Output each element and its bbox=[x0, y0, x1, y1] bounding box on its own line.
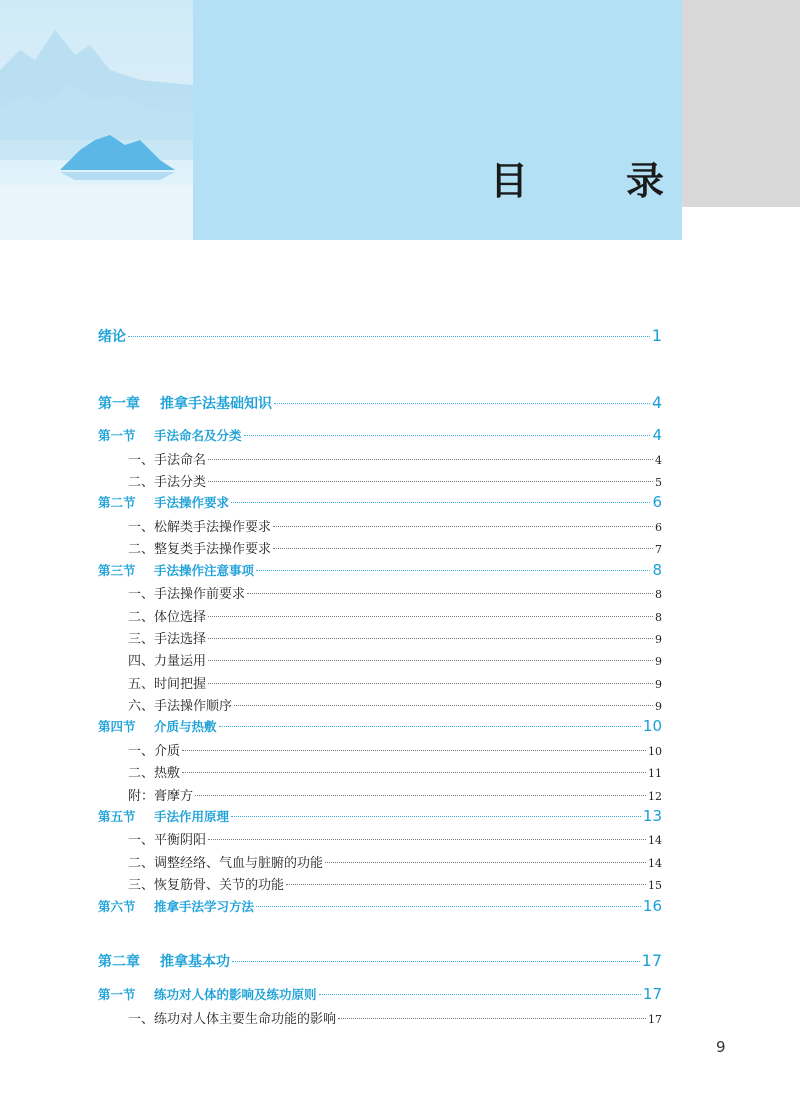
toc-page: 8 bbox=[655, 611, 662, 624]
toc-label: 二、体位选择 bbox=[128, 610, 207, 625]
toc-label: 附：膏摩方 bbox=[128, 789, 194, 804]
leader-dots bbox=[219, 726, 641, 727]
leader-dots bbox=[128, 336, 650, 337]
toc-page: 10 bbox=[642, 717, 662, 735]
toc-item[interactable] bbox=[98, 874, 662, 893]
toc-label bbox=[98, 561, 254, 579]
toc-page: 9 bbox=[655, 633, 662, 646]
leader-dots bbox=[208, 638, 653, 639]
toc-label bbox=[98, 493, 229, 511]
chapter-number: 第二章 bbox=[98, 954, 140, 970]
toc-label: 六、手法操作顺序 bbox=[128, 699, 233, 714]
toc-label bbox=[98, 807, 229, 825]
toc-label: 一、松解类手法操作要求 bbox=[128, 520, 272, 535]
leader-dots bbox=[208, 683, 653, 684]
leader-dots bbox=[195, 795, 646, 796]
toc-page: 12 bbox=[648, 790, 662, 803]
section-title: 手法命名及分类 bbox=[154, 428, 242, 443]
toc-page: 9 bbox=[655, 678, 662, 691]
toc-page: 14 bbox=[648, 834, 662, 847]
toc-page: 10 bbox=[648, 745, 662, 758]
leader-dots bbox=[319, 994, 641, 995]
toc-item[interactable] bbox=[98, 449, 662, 468]
toc-page: 8 bbox=[652, 561, 662, 579]
leader-dots bbox=[338, 1018, 646, 1019]
toc-section[interactable] bbox=[98, 807, 662, 825]
section-number: 第二节 bbox=[98, 495, 136, 510]
leader-dots bbox=[274, 403, 650, 404]
section-title: 练功对人体的影响及练功原则 bbox=[154, 987, 317, 1002]
leader-dots bbox=[182, 772, 646, 773]
section-title: 手法操作要求 bbox=[154, 495, 230, 510]
toc-page: 5 bbox=[655, 476, 662, 489]
leader-dots bbox=[273, 526, 653, 527]
toc-section[interactable] bbox=[98, 717, 662, 735]
toc-page: 14 bbox=[648, 857, 662, 870]
section-title: 推拿手法学习方法 bbox=[154, 899, 255, 914]
leader-dots bbox=[232, 961, 640, 962]
chapter-title: 推拿手法基础知识 bbox=[160, 396, 272, 412]
section-number: 第一节 bbox=[98, 428, 136, 443]
toc-page: 17 bbox=[648, 1013, 662, 1026]
toc-page: 4 bbox=[652, 426, 662, 444]
toc-label: 三、恢复筋骨、关节的功能 bbox=[128, 878, 285, 893]
toc-label bbox=[98, 393, 272, 413]
toc-intro[interactable] bbox=[98, 326, 662, 346]
toc-chapter-1[interactable] bbox=[98, 393, 662, 413]
corner-block bbox=[682, 0, 800, 207]
toc-label: 绪论 bbox=[98, 329, 126, 345]
toc-section[interactable] bbox=[98, 985, 662, 1003]
leader-dots bbox=[208, 616, 653, 617]
toc-item[interactable] bbox=[98, 650, 662, 669]
chapter-number: 第一章 bbox=[98, 396, 140, 412]
toc-label bbox=[98, 985, 317, 1003]
toc-label: 一、手法命名 bbox=[128, 453, 207, 468]
chapter-title: 推拿基本功 bbox=[160, 954, 230, 970]
section-number: 第五节 bbox=[98, 809, 136, 824]
toc-page: 9 bbox=[655, 700, 662, 713]
toc-section[interactable] bbox=[98, 561, 662, 579]
toc-chapter-2[interactable] bbox=[98, 951, 662, 971]
leader-dots bbox=[208, 481, 653, 482]
section-title: 介质与热敷 bbox=[154, 719, 217, 734]
leader-dots bbox=[286, 884, 646, 885]
leader-dots bbox=[244, 435, 651, 436]
toc-item[interactable] bbox=[98, 516, 662, 535]
toc-label: 五、时间把握 bbox=[128, 677, 207, 692]
section-title: 手法作用原理 bbox=[154, 809, 230, 824]
leader-dots bbox=[256, 570, 650, 571]
toc-item[interactable] bbox=[98, 471, 662, 490]
toc-page: 6 bbox=[655, 521, 662, 534]
toc-item[interactable] bbox=[98, 673, 662, 692]
toc-page: 1 bbox=[651, 326, 662, 345]
toc-label: 二、整复类手法操作要求 bbox=[128, 542, 272, 557]
leader-dots bbox=[234, 705, 653, 706]
section-number: 第三节 bbox=[98, 563, 136, 578]
page-number: 9 bbox=[716, 1038, 726, 1056]
leader-dots bbox=[247, 593, 653, 594]
toc-section[interactable] bbox=[98, 493, 662, 511]
toc-item[interactable] bbox=[98, 695, 662, 714]
toc-page: 9 bbox=[655, 655, 662, 668]
toc-label: 一、介质 bbox=[128, 744, 181, 759]
toc-item[interactable] bbox=[98, 785, 662, 804]
toc-item[interactable] bbox=[98, 538, 662, 557]
toc-label: 一、练功对人体主要生命功能的影响 bbox=[128, 1012, 337, 1027]
toc-item[interactable] bbox=[98, 762, 662, 781]
toc-item[interactable] bbox=[98, 1008, 662, 1027]
toc-page: 7 bbox=[655, 543, 662, 556]
toc-page: 6 bbox=[652, 493, 662, 511]
toc-label: 一、平衡阴阳 bbox=[128, 833, 207, 848]
toc-label bbox=[98, 897, 254, 915]
landscape-illustration bbox=[0, 0, 193, 240]
toc-page: 11 bbox=[648, 767, 662, 780]
toc-page: 4 bbox=[655, 454, 662, 467]
toc-label: 二、热敷 bbox=[128, 766, 181, 781]
leader-dots bbox=[325, 862, 646, 863]
toc-page: 8 bbox=[655, 588, 662, 601]
leader-dots bbox=[231, 502, 650, 503]
leader-dots bbox=[208, 459, 653, 460]
toc-item[interactable] bbox=[98, 628, 662, 647]
toc-label: 四、力量运用 bbox=[128, 654, 207, 669]
leader-dots bbox=[273, 548, 653, 549]
section-number: 第四节 bbox=[98, 719, 136, 734]
leader-dots bbox=[208, 660, 653, 661]
leader-dots bbox=[182, 750, 646, 751]
toc-page: 13 bbox=[642, 807, 662, 825]
toc-label: 二、手法分类 bbox=[128, 475, 207, 490]
toc-item[interactable] bbox=[98, 740, 662, 759]
toc-item[interactable] bbox=[98, 829, 662, 848]
toc-label: 三、手法选择 bbox=[128, 632, 207, 647]
leader-dots bbox=[256, 906, 641, 907]
toc-page: 15 bbox=[648, 879, 662, 892]
section-title: 手法操作注意事项 bbox=[154, 563, 255, 578]
leader-dots bbox=[208, 839, 646, 840]
toc-item[interactable] bbox=[98, 583, 662, 602]
toc-section[interactable] bbox=[98, 897, 662, 915]
toc-label bbox=[98, 426, 242, 444]
toc-page: 4 bbox=[651, 393, 662, 412]
toc-page: 17 bbox=[641, 951, 662, 970]
toc-label: 二、调整经络、气血与脏腑的功能 bbox=[128, 856, 324, 871]
toc-label bbox=[98, 951, 230, 971]
leader-dots bbox=[231, 816, 641, 817]
section-number: 第一节 bbox=[98, 987, 136, 1002]
toc-item[interactable] bbox=[98, 606, 662, 625]
page-title: 目 录 bbox=[490, 158, 695, 203]
toc-item[interactable] bbox=[98, 852, 662, 871]
toc-label bbox=[98, 717, 217, 735]
toc-label: 一、手法操作前要求 bbox=[128, 587, 246, 602]
toc-page: 17 bbox=[642, 985, 662, 1003]
toc-section[interactable] bbox=[98, 426, 662, 444]
section-number: 第六节 bbox=[98, 899, 136, 914]
toc-page: 16 bbox=[642, 897, 662, 915]
